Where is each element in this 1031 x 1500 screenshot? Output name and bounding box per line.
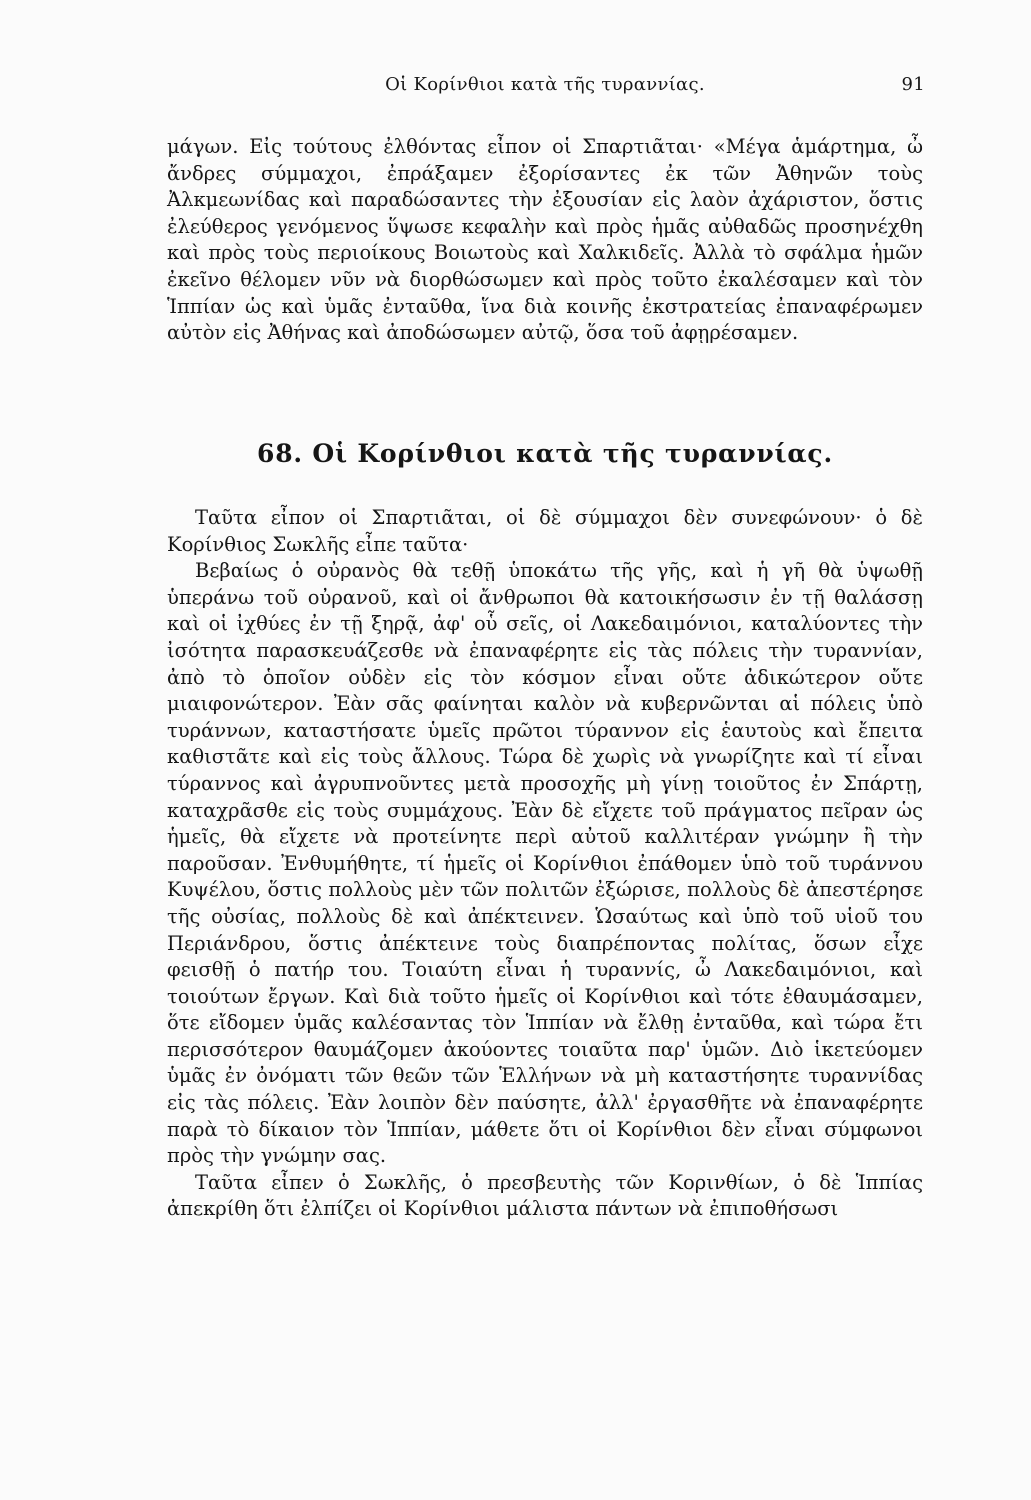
running-head: [165, 74, 925, 100]
page-number: 91: [901, 74, 925, 95]
opening-text-block: [167, 134, 923, 347]
running-head-title: Οἱ Κορίνθιοι κατὰ τῆς τυραννίας.: [385, 74, 705, 95]
paragraph-2: Βεβαίως ὁ οὐρανὸς θὰ τεθῇ ὑποκάτω τῆς γῆς, καὶ ἡ γῆ θὰ ὑψωθῇ ὑπεράνω τοῦ οὐρανοῦ, καὶ οἱ ἄνθρωποι θὰ κατοικήσωσιν ἐν τῇ θαλάσσῃ καὶ οἱ ἰχθύες ἐν τῇ ξηρᾷ, ἀφ' οὗ σεῖς, οἱ Λακεδαιμόνιοι, καταλύοντες τὴν ἰσότητα παρασκευάζεσθε νὰ ἐπαναφέρητε εἰς τὰς πόλεις τὴν τυραννίαν, ἀπὸ τὸ ὁποῖον οὐδὲν εἰς τὸν κόσμον εἶναι οὔτε ἀδικώτερον οὔτε μιαιφονώτερον. Ἐὰν σᾶς φαίνηται καλὸν νὰ κυβερνῶνται αἱ πόλεις ὑπὸ τυράννων, καταστήσατε ὑμεῖς πρῶτοι τύραννον εἰς ἑαυτοὺς καὶ ἔπειτα καθιστᾶτε καὶ εἰς τοὺς ἄλλους. Τώρα δὲ χωρὶς νὰ γνωρίζητε καὶ τί εἶναι τύραννος καὶ ἀγρυπνοῦντες μετὰ προσοχῆς μὴ γίνῃ τοιοῦτος ἐν Σπάρτῃ, καταχρᾶσθε εἰς τοὺς συμμάχους. Ἐὰν δὲ εἴχετε τοῦ πράγματος πεῖραν ὡς ἡμεῖς, θὰ εἴχετε νὰ προτείνητε περὶ αὐτοῦ καλλιτέραν γνώμην ἢ τὴν παροῦσαν. Ἐνθυμήθητε, τί ἡμεῖς οἱ Κορίνθιοι ἐπάθομεν ὑπὸ τοῦ τυράννου Κυψέλου, ὅστις πολλοὺς μὲν τῶν πολιτῶν ἐξώρισε, πολλοὺς δὲ ἀπεστέρησε τῆς οὐσίας, πολλοὺς δὲ καὶ ἀπέκτεινεν. Ὡσαύτως καὶ ὑπὸ τοῦ υἱοῦ του Περιάνδρου, ὅστις ἀπέκτεινε τοὺς διαπρέποντας πολίτας, ὅσων εἶχε φεισθῇ ὁ πατήρ του. Τοιαύτη εἶναι ἡ τυραννίς, ὦ Λακεδαιμόνιοι, καὶ τοιούτων ἔργων. Καὶ διὰ τοῦτο ἡμεῖς οἱ Κορίνθιοι καὶ τότε ἐθαυμάσαμεν, ὅτε εἴδομεν ὑμᾶς καλέσαντας τὸν Ἱππίαν νὰ ἔλθῃ ἐνταῦθα, καὶ τώρα ἔτι περισσότερον θαυμάζομεν ἀκούοντες τοιαῦτα παρ' ὑμῶν. Διὸ ἱκετεύομεν ὑμᾶς ἐν ὀνόματι τῶν θεῶν τῶν Ἑλλήνων νὰ μὴ καταστήσητε τυραννίδας εἰς τὰς πόλεις. Ἐὰν λοιπὸν δὲν παύσητε, ἀλλ' ἐργασθῆτε νὰ ἐπαναφέρητε παρὰ τὸ δίκαιον τὸν Ἱππίαν, μάθετε ὅτι οἱ Κορίνθιοι δὲν εἶναι σύμφωνοι πρὸς τὴν γνώμην σας.: [167, 559, 923, 1168]
section-heading: 68. Οἱ Κορίνθιοι κατὰ τῆς τυραννίας.: [257, 439, 833, 468]
paragraph-1: Ταῦτα εἶπον οἱ Σπαρτιᾶται, οἱ δὲ σύμμαχοι δὲν συνεφώνουν· ὁ δὲ Κορίνθιος Σωκλῆς εἶπε ταῦτα·: [167, 506, 923, 556]
main-text-block: [167, 505, 923, 1223]
paragraph-3: Ταῦτα εἶπεν ὁ Σωκλῆς, ὁ πρεσβευτὴς τῶν Κορινθίων, ὁ δὲ Ἱππίας ἀπεκρίθη ὅτι ἐλπίζει οἱ Κορίνθιοι μάλιστα πάντων νὰ ἐπιποθήσωσι: [167, 1170, 923, 1221]
opening-paragraph: μάγων. Εἰς τούτους ἐλθόντας εἶπον οἱ Σπαρτιᾶται· «Μέγα ἁμάρτημα, ὦ ἄνδρες σύμμαχοι, ἐπράξαμεν ἐξορίσαντες ἐκ τῶν Ἀθηνῶν τοὺς Ἀλκμεωνίδας καὶ παραδώσαντες τὴν ἐξουσίαν εἰς λαὸν ἀχάριστον, ὅστις ἐλεύθερος γενόμενος ὕψωσε κεφαλὴν καὶ πρὸς ἡμᾶς αὐθαδῶς προσηνέχθη καὶ πρὸς τοὺς περιοίκους Βοιωτοὺς καὶ Χαλκιδεῖς. Ἀλλὰ τὸ σφάλμα ἡμῶν ἐκεῖνο θέλομεν νῦν νὰ διορθώσωμεν καὶ πρὸς τοῦτο ἐκαλέσαμεν καὶ τὸν Ἱππίαν ὡς καὶ ὑμᾶς ἐνταῦθα, ἵνα διὰ κοινῆς ἐκστρατείας ἐπαναφέρωμεν αὐτὸν εἰς Ἀθήνας καὶ ἀποδώσωμεν αὐτῷ, ὅσα τοῦ ἀφῃρέσαμεν.: [167, 135, 923, 345]
